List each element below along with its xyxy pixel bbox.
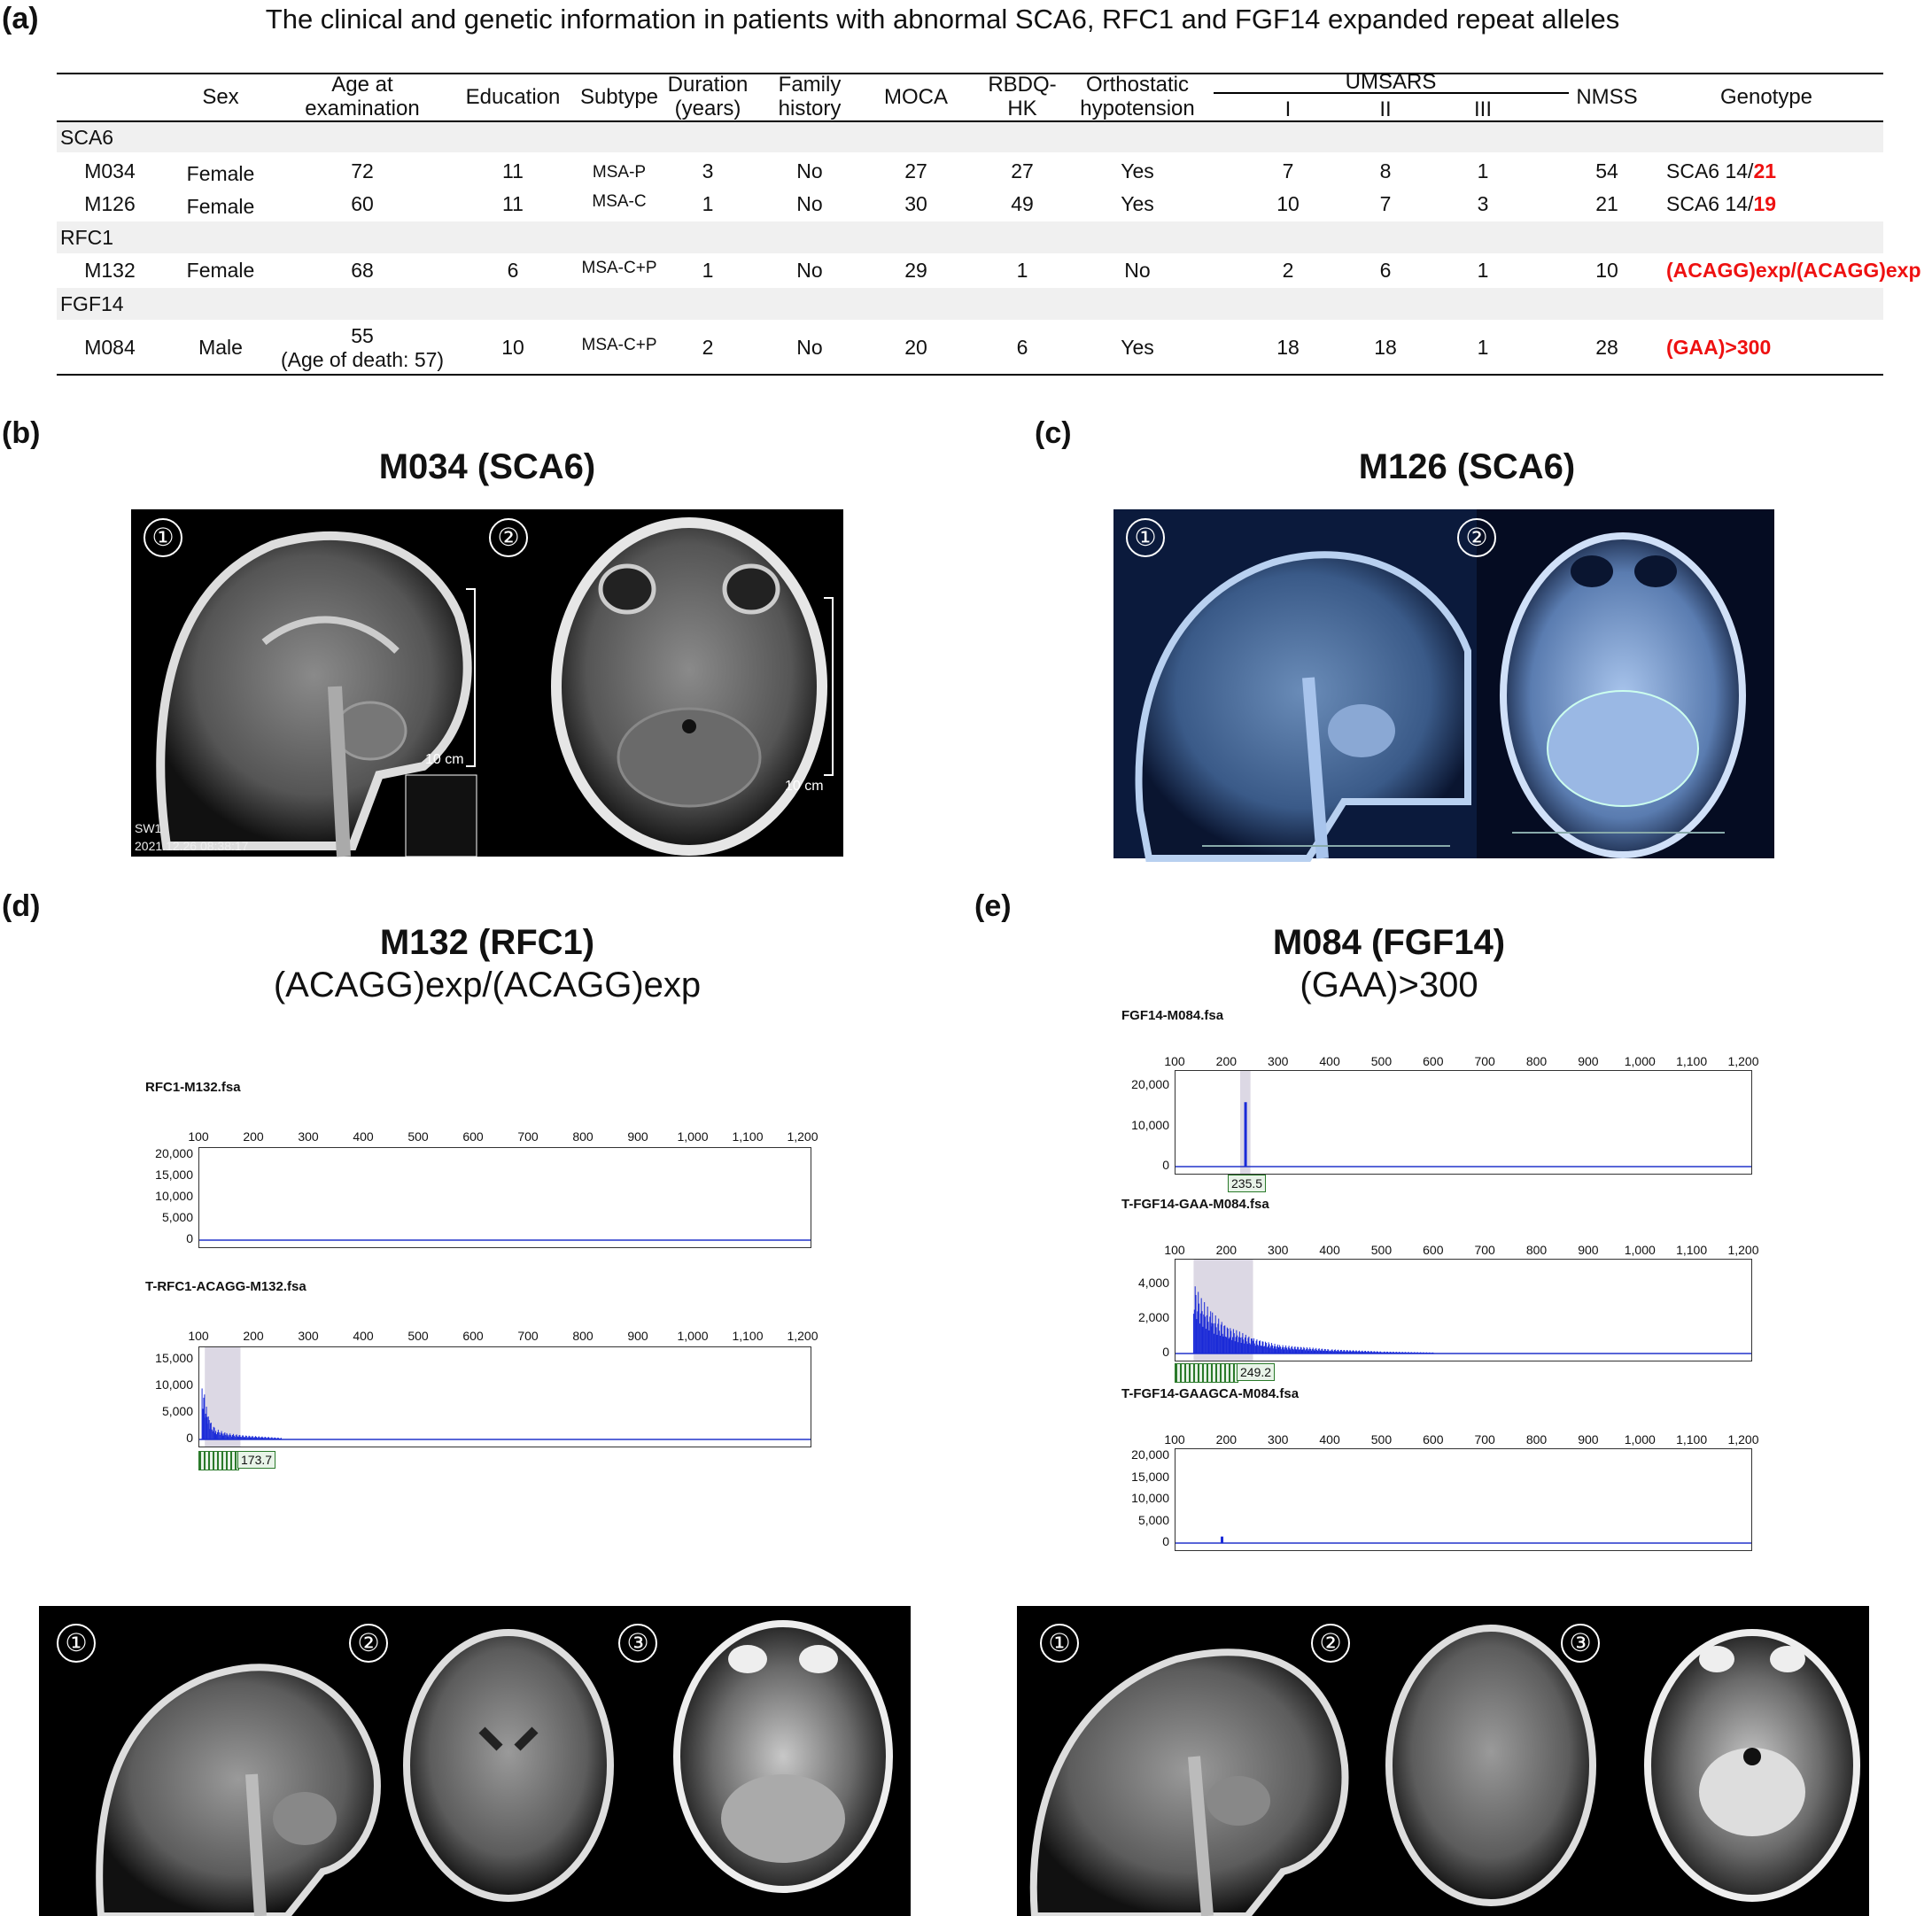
y-tick-label: 0 <box>1162 1345 1169 1359</box>
panel-a-label: (a) <box>2 2 39 35</box>
x-tick-label: 600 <box>462 1329 484 1343</box>
x-tick-label: 500 <box>407 1129 429 1144</box>
row-m034-duration: 3 <box>702 159 714 182</box>
hdr-umsars-iii: III <box>1473 97 1492 121</box>
row-m126-u3: 3 <box>1477 192 1489 215</box>
mri-m034-scale1: 10 cm <box>425 752 464 767</box>
x-tick-label: 1,100 <box>1676 1432 1708 1447</box>
row-m132-u1: 2 <box>1282 259 1294 282</box>
x-tick-label: 200 <box>243 1329 264 1343</box>
x-tick-label: 100 <box>1164 1432 1185 1447</box>
row-m034-id: M034 <box>84 159 136 182</box>
panel-d-label: (d) <box>2 889 41 923</box>
row-m132-moca: 29 <box>904 259 927 282</box>
x-tick-label: 500 <box>1370 1054 1393 1068</box>
panel-d-title: M132 (RFC1) <box>379 923 595 962</box>
x-tick-label: 900 <box>627 1329 648 1343</box>
mri-m034-sw: SW1 <box>135 821 162 835</box>
row-m132-id: M132 <box>84 259 136 282</box>
row-m126-u2: 7 <box>1379 192 1392 215</box>
y-tick-label: 15,000 <box>155 1351 193 1365</box>
clinical-table <box>57 70 1921 374</box>
x-tick-label: 700 <box>1474 1432 1495 1447</box>
panel-e-subtitle: (GAA)>300 <box>1300 966 1478 1005</box>
hdr-family-1: Family <box>778 73 842 97</box>
row-m132-rbdq: 1 <box>1016 259 1028 282</box>
x-tick-label: 300 <box>298 1329 319 1343</box>
hdr-rbdq-1: RBDQ- <box>988 73 1057 97</box>
x-tick-label: 1,000 <box>677 1129 709 1144</box>
hdr-ortho-1: Orthostatic <box>1085 73 1190 97</box>
row-m084-age: 55 <box>351 324 374 347</box>
x-tick-label: 800 <box>1525 1432 1548 1447</box>
panel-b-label: (b) <box>2 416 41 450</box>
row-m132-age: 68 <box>351 259 374 282</box>
panel-b-title: M034 (SCA6) <box>378 447 596 486</box>
hdr-genotype: Genotype <box>1719 85 1813 109</box>
ephero-fgf14-peak-label: 235.5 <box>1228 1175 1266 1192</box>
mri-m132-image <box>39 1606 911 1916</box>
y-tick-label: 10,000 <box>155 1189 193 1203</box>
x-tick-label: 800 <box>1525 1243 1548 1257</box>
x-tick-label: 100 <box>188 1329 209 1343</box>
x-tick-label: 500 <box>407 1329 429 1343</box>
mri-m034-scale2: 10 cm <box>785 779 824 794</box>
row-m084-duration: 2 <box>702 336 714 359</box>
row-m132-nmss: 10 <box>1595 259 1618 282</box>
x-tick-label: 800 <box>1525 1054 1548 1068</box>
x-tick-label: 700 <box>517 1129 539 1144</box>
hdr-age-1: Age at <box>331 73 393 97</box>
mri-m126 <box>1113 509 1774 858</box>
row-m126-duration: 1 <box>702 192 714 215</box>
y-tick-label: 10,000 <box>155 1377 193 1392</box>
row-m132-education: 6 <box>507 259 519 282</box>
row-m034-rbdq: 27 <box>1011 159 1034 182</box>
panel-c-title: M126 (SCA6) <box>1358 447 1576 486</box>
x-tick-label: 900 <box>627 1129 648 1144</box>
y-tick-label: 10,000 <box>1131 1491 1169 1505</box>
mri-m126-num2: ② <box>1457 518 1496 557</box>
x-tick-label: 200 <box>1215 1432 1238 1447</box>
x-tick-label: 700 <box>517 1329 539 1343</box>
row-m126-genotype: SCA6 14/19 <box>1666 192 1777 215</box>
row-m126-moca: 30 <box>904 192 927 215</box>
panel-d-subtitle: (ACAGG)exp/(ACAGG)exp <box>273 966 702 1005</box>
ephero-rfc1-acagg <box>133 1276 819 1479</box>
row-m126-id: M126 <box>84 192 136 215</box>
y-tick-label: 20,000 <box>1131 1447 1169 1462</box>
row-m034-subtype: MSA-P <box>592 163 647 182</box>
x-tick-label: 800 <box>572 1329 594 1343</box>
ephero-rfc1-plot <box>198 1147 811 1248</box>
y-tick-label: 0 <box>186 1231 193 1245</box>
panel-c-label: (c) <box>1035 416 1072 450</box>
x-tick-label: 200 <box>1215 1243 1238 1257</box>
ephero-rfc1-acagg-bins <box>198 1451 239 1470</box>
mri-m084-num3: ③ <box>1561 1624 1600 1663</box>
x-tick-label: 600 <box>1423 1243 1444 1257</box>
row-m084-rbdq: 6 <box>1016 336 1028 359</box>
y-tick-label: 0 <box>186 1431 193 1445</box>
ephero-fgf14-gaagca-plot <box>1175 1448 1752 1551</box>
x-tick-label: 1,000 <box>1624 1243 1656 1257</box>
mri-m084-num1: ① <box>1040 1624 1079 1663</box>
x-tick-label: 700 <box>1474 1243 1495 1257</box>
x-tick-label: 1,200 <box>787 1329 819 1343</box>
row-m034-nmss: 54 <box>1595 159 1618 182</box>
x-tick-label: 400 <box>1319 1243 1340 1257</box>
y-tick-label: 4,000 <box>1137 1275 1169 1290</box>
ephero-rfc1-acagg-peak-label: 173.7 <box>237 1451 275 1469</box>
row-m084-u3: 1 <box>1477 336 1489 359</box>
row-m126-family: No <box>796 192 823 215</box>
row-m084-family: No <box>796 336 823 359</box>
y-tick-label: 0 <box>1162 1534 1169 1548</box>
x-tick-label: 400 <box>353 1129 374 1144</box>
row-m126-u1: 10 <box>1276 192 1300 215</box>
row-m126-education: 11 <box>502 192 524 215</box>
x-tick-label: 600 <box>1423 1432 1444 1447</box>
row-m084-genotype: (GAA)>300 <box>1666 336 1772 359</box>
mri-m126-num1: ① <box>1126 518 1165 557</box>
row-m126-nmss: 21 <box>1595 192 1618 215</box>
hdr-rbdq-2: HK <box>1007 97 1037 120</box>
mri-m132-num1: ① <box>57 1624 96 1663</box>
hdr-duration-1: Duration <box>667 73 749 97</box>
panel-e-title: M084 (FGF14) <box>1272 923 1506 962</box>
row-m034-education: 11 <box>502 159 524 182</box>
x-tick-label: 700 <box>1474 1054 1495 1068</box>
row-m034-family: No <box>796 159 823 182</box>
x-tick-label: 300 <box>298 1129 319 1144</box>
x-tick-label: 1,200 <box>1727 1243 1759 1257</box>
x-tick-label: 800 <box>572 1129 594 1144</box>
x-tick-label: 1,000 <box>1624 1054 1656 1068</box>
x-tick-label: 900 <box>1578 1243 1599 1257</box>
row-m132-subtype: MSA-C+P <box>581 259 657 277</box>
row-m084-education: 10 <box>501 336 524 359</box>
x-tick-label: 900 <box>1578 1432 1599 1447</box>
row-m126-subtype: MSA-C <box>592 192 647 211</box>
row-m126-age: 60 <box>351 192 374 215</box>
hdr-umsars: UMSARS <box>1345 70 1437 94</box>
y-tick-label: 10,000 <box>1131 1117 1169 1132</box>
row-m132-family: No <box>796 259 823 282</box>
x-tick-label: 400 <box>353 1329 374 1343</box>
group-fgf14: FGF14 <box>60 292 124 315</box>
row-m034-genotype: SCA6 14/21 <box>1666 159 1777 182</box>
hdr-umsars-ii: II <box>1379 97 1392 121</box>
row-m132-u3: 1 <box>1477 259 1489 282</box>
x-tick-label: 100 <box>188 1129 209 1144</box>
row-m034-ortho: Yes <box>1121 159 1154 182</box>
mri-m132-num2: ② <box>349 1624 388 1663</box>
hdr-age-2: examination <box>305 97 420 120</box>
row-m034-sex: Female <box>186 162 255 185</box>
x-tick-label: 300 <box>1268 1054 1289 1068</box>
x-tick-label: 900 <box>1578 1054 1599 1068</box>
y-tick-label: 15,000 <box>155 1167 193 1182</box>
x-tick-label: 300 <box>1268 1432 1289 1447</box>
y-tick-label: 5,000 <box>161 1210 193 1224</box>
hdr-family-2: history <box>778 97 842 120</box>
x-tick-label: 200 <box>243 1129 264 1144</box>
ephero-fgf14-gaa-file: T-FGF14-GAA-M084.fsa <box>1121 1197 1269 1212</box>
row-m084-u1: 18 <box>1276 336 1300 359</box>
y-tick-label: 0 <box>1162 1158 1169 1172</box>
hdr-ortho-2: hypotension <box>1080 97 1195 120</box>
mri-m034-num2: ② <box>489 518 528 557</box>
row-m034-u1: 7 <box>1282 159 1294 182</box>
row-m084-subtype: MSA-C+P <box>581 336 657 354</box>
row-m132-u2: 6 <box>1379 259 1392 282</box>
mri-m034-num1: ① <box>144 518 182 557</box>
mri-m034-timestamp: 2021.12.26 08:38:17 <box>135 839 249 853</box>
row-m084-age-note: (Age of death: 57) <box>280 348 445 371</box>
x-tick-label: 600 <box>1423 1054 1444 1068</box>
mri-m132 <box>39 1606 911 1916</box>
row-m034-u3: 1 <box>1477 159 1489 182</box>
ephero-fgf14-plot <box>1175 1070 1752 1175</box>
ephero-fgf14-gaa-plot <box>1175 1259 1752 1361</box>
x-tick-label: 1,100 <box>1676 1243 1708 1257</box>
row-m126-ortho: Yes <box>1121 192 1154 215</box>
table-title: The clinical and genetic information in patients with abnormal SCA6, RFC1 and FGF14 expanded repeat alleles <box>265 4 1620 35</box>
x-tick-label: 1,200 <box>1727 1054 1759 1068</box>
row-m126-rbdq: 49 <box>1011 192 1034 215</box>
mri-m034 <box>131 509 843 857</box>
x-tick-label: 500 <box>1370 1243 1393 1257</box>
x-tick-label: 1,100 <box>1676 1054 1708 1068</box>
x-tick-label: 300 <box>1268 1243 1289 1257</box>
hdr-education: Education <box>465 85 561 109</box>
row-m084-moca: 20 <box>904 336 927 359</box>
ephero-rfc1-file: RFC1-M132.fsa <box>145 1080 241 1095</box>
mri-m126-image <box>1113 509 1774 858</box>
x-tick-label: 1,200 <box>1727 1432 1759 1447</box>
row-m084-nmss: 28 <box>1595 336 1618 359</box>
hdr-duration-2: (years) <box>674 97 741 120</box>
x-tick-label: 600 <box>462 1129 484 1144</box>
row-m084-sex: Male <box>198 336 243 359</box>
ephero-fgf14-gaagca <box>1109 1379 1791 1556</box>
mri-m084-image <box>1017 1606 1869 1916</box>
y-tick-label: 5,000 <box>1137 1512 1169 1527</box>
row-m084-ortho: Yes <box>1121 336 1154 359</box>
hdr-umsars-i: I <box>1284 97 1292 121</box>
row-m084-u2: 18 <box>1374 336 1397 359</box>
y-tick-label: 20,000 <box>155 1146 193 1160</box>
y-tick-label: 20,000 <box>1131 1077 1169 1092</box>
mri-m084 <box>1017 1606 1869 1916</box>
y-tick-label: 15,000 <box>1131 1469 1169 1484</box>
hdr-nmss: NMSS <box>1576 85 1638 109</box>
x-tick-label: 1,100 <box>732 1329 764 1343</box>
x-tick-label: 200 <box>1215 1054 1238 1068</box>
row-m034-u2: 8 <box>1379 159 1392 182</box>
row-m034-age: 72 <box>351 159 374 182</box>
ephero-rfc1 <box>133 1076 819 1253</box>
x-tick-label: 400 <box>1319 1432 1340 1447</box>
group-sca6: SCA6 <box>60 126 114 149</box>
mri-m132-num3: ③ <box>618 1624 657 1663</box>
ephero-fgf14-gaa-peak-label: 249.2 <box>1237 1363 1275 1381</box>
x-tick-label: 400 <box>1319 1054 1340 1068</box>
group-rfc1: RFC1 <box>60 226 114 249</box>
x-tick-label: 500 <box>1370 1432 1393 1447</box>
row-m126-sex: Female <box>186 195 255 218</box>
mri-m034-image <box>131 509 843 857</box>
row-m132-ortho: No <box>1124 259 1151 282</box>
ephero-fgf14-file: FGF14-M084.fsa <box>1121 1008 1224 1023</box>
ephero-fgf14-gaa <box>1109 1190 1791 1385</box>
ephero-rfc1-acagg-file: T-RFC1-ACAGG-M132.fsa <box>145 1279 306 1294</box>
row-m132-genotype: (ACAGG)exp/(ACAGG)exp <box>1666 259 1921 282</box>
panel-e-label: (e) <box>974 889 1012 923</box>
x-tick-label: 100 <box>1164 1243 1185 1257</box>
hdr-moca: MOCA <box>884 85 948 109</box>
ephero-rfc1-acagg-plot <box>198 1346 811 1447</box>
hdr-sex: Sex <box>202 85 239 109</box>
y-tick-label: 2,000 <box>1137 1309 1169 1324</box>
ephero-fgf14 <box>1109 1001 1791 1191</box>
y-tick-label: 5,000 <box>161 1404 193 1418</box>
mri-m084-num2: ② <box>1311 1624 1350 1663</box>
x-tick-label: 1,200 <box>787 1129 819 1144</box>
row-m132-duration: 1 <box>702 259 714 282</box>
row-m034-moca: 27 <box>904 159 927 182</box>
row-m084-id: M084 <box>84 336 136 359</box>
x-tick-label: 1,000 <box>1624 1432 1656 1447</box>
row-m132-sex: Female <box>186 259 255 282</box>
ephero-fgf14-gaagca-file: T-FGF14-GAAGCA-M084.fsa <box>1121 1386 1300 1401</box>
x-tick-label: 100 <box>1164 1054 1185 1068</box>
x-tick-label: 1,000 <box>677 1329 709 1343</box>
hdr-subtype: Subtype <box>579 85 659 109</box>
x-tick-label: 1,100 <box>732 1129 764 1144</box>
